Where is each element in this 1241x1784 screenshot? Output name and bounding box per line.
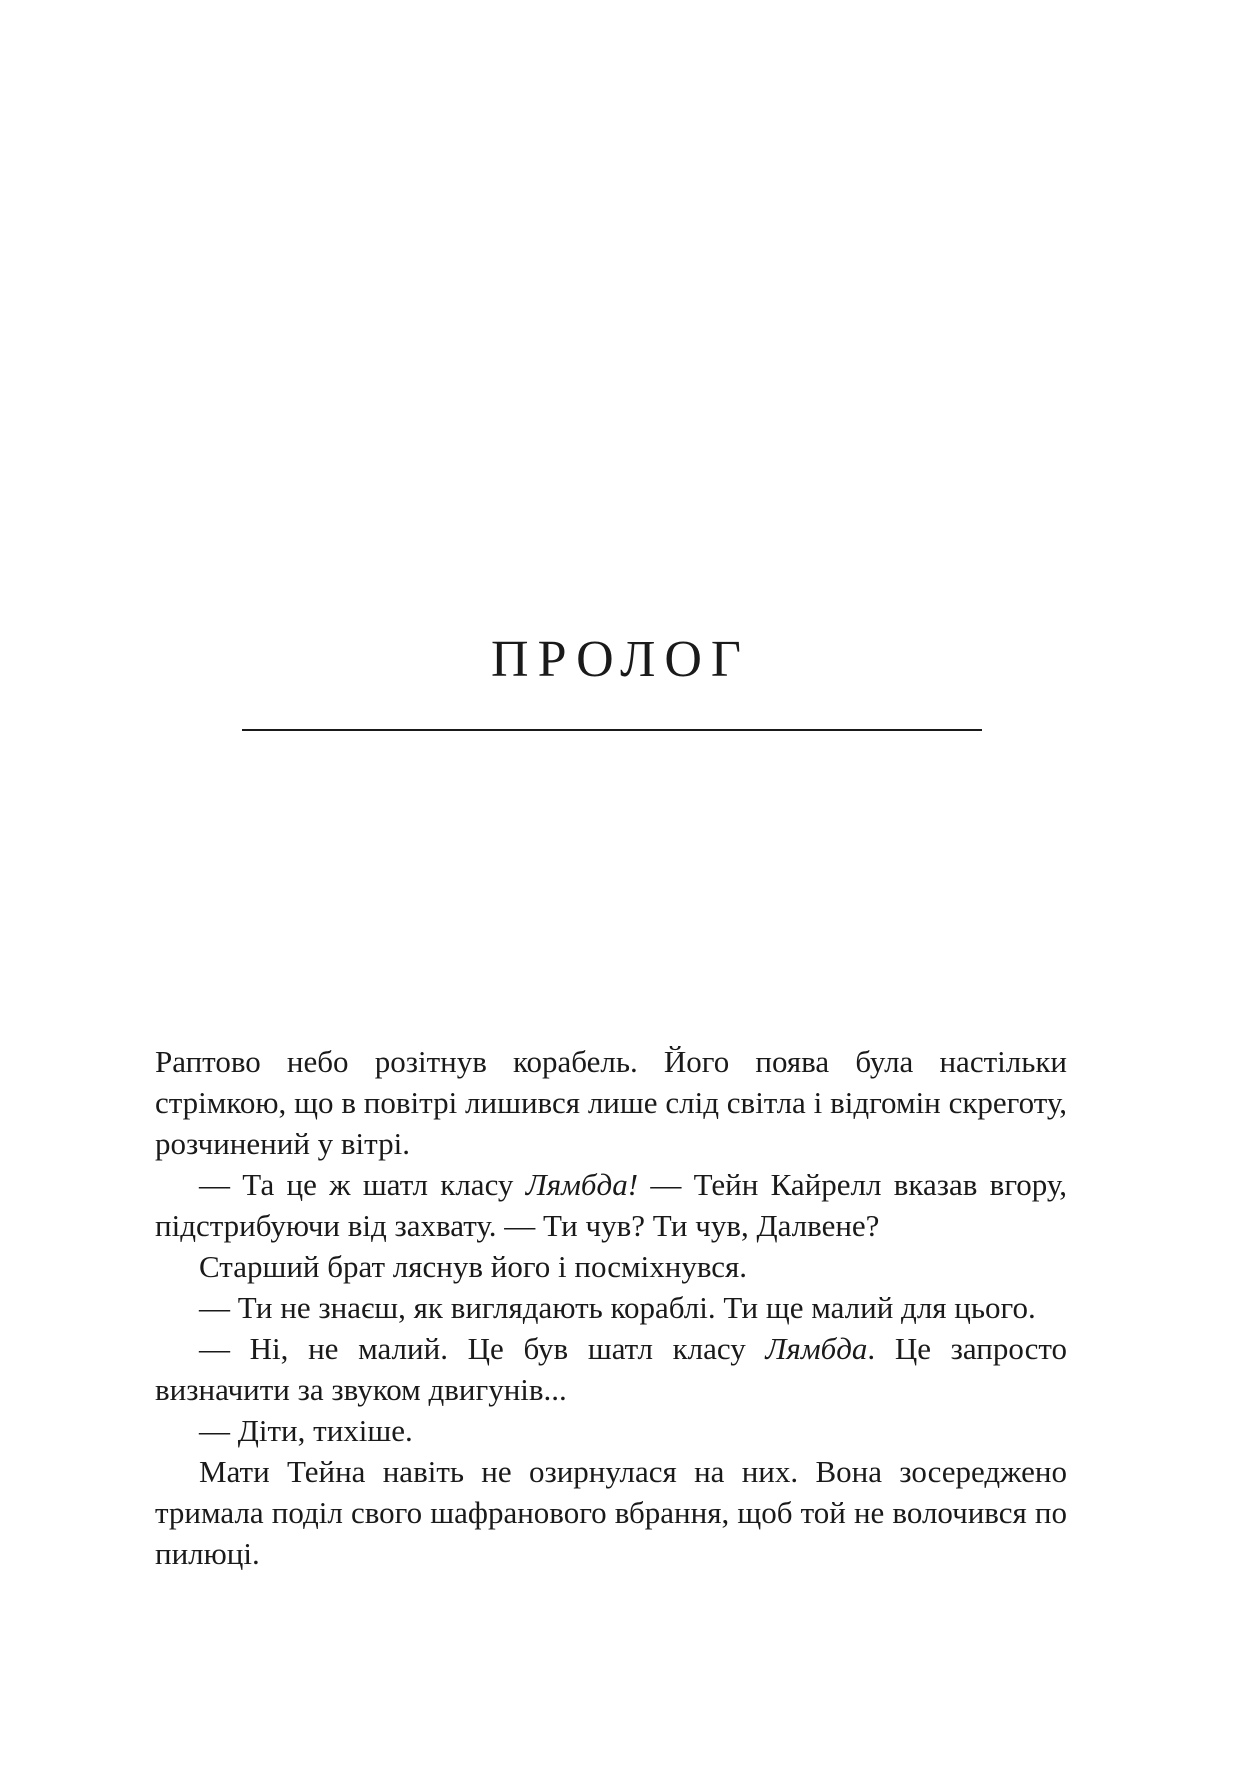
paragraph-text: — Ні, не малий. Це був шатл класу (199, 1331, 766, 1366)
paragraph-text: Старший брат ляснув його і посміхнувся. (199, 1249, 748, 1284)
body-text (155, 1041, 1067, 1574)
paragraph (155, 1041, 1067, 1164)
paragraph-text: . Це запросто визначити за звуком двигунів... (155, 1331, 1067, 1407)
paragraph (155, 1164, 1067, 1246)
paragraph (155, 1246, 1067, 1287)
paragraph (155, 1451, 1067, 1574)
title-divider (242, 729, 982, 731)
paragraph-text: Раптово небо розітнув корабель. Його поява була настільки стрімкою, що в повітрі лишився лише слід світла і відгомін скреготу, розчинений у вітрі. (155, 1044, 1067, 1161)
paragraph (155, 1410, 1067, 1451)
paragraph (155, 1287, 1067, 1328)
paragraph-text: — Тейн Кайрелл вказав вгору, підстрибуючи від захвату. — Ти чув? Ти чув, Далвене? (155, 1167, 1068, 1243)
paragraph-text: — Ти не знаєш, як виглядають кораблі. Ти ще малий для цього. (199, 1290, 1036, 1325)
paragraph-text: Мати Тейна навіть не озирнулася на них. Вона зосереджено тримала поділ свого шафранового вбрання, щоб той не волочився по пилюці. (155, 1454, 1067, 1571)
ship-class-italic: Лямбда! (525, 1167, 639, 1202)
chapter-title: ПРОЛОГ (491, 631, 750, 688)
paragraph-text: — Та це ж шатл класу (199, 1167, 526, 1202)
paragraph-text: — Діти, тихіше. (199, 1413, 413, 1448)
ship-class-italic: Лямбда (765, 1331, 868, 1366)
paragraph (155, 1328, 1067, 1410)
